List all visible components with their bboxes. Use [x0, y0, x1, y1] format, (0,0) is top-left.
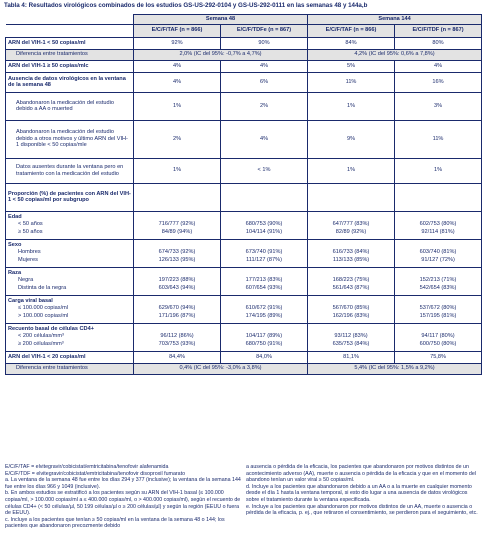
row-label: ARN del VIH-1 < 50 copias/ml: [6, 37, 134, 49]
header-row-weeks: [6, 15, 482, 25]
cell: 2%: [134, 120, 221, 158]
group-label: Raza: [8, 270, 22, 277]
table-title: Tabla 4: Resultados virológicos combinados de los estudios GS-US-292-0104 y GS-US-292-0111 en las semanas 48 y 144a,b: [4, 2, 368, 9]
cell: 561/643 (87%): [332, 284, 370, 291]
cell: 96/112 (86%): [160, 333, 194, 340]
cell: 2,0% (IC del 95%: -0,7% a 4,7%): [134, 49, 308, 60]
group-item: > 100.000 copias/ml: [18, 312, 69, 319]
group-item: Negra: [18, 277, 34, 284]
group-item: Distinta de la negra: [18, 284, 67, 291]
cell: 162/196 (83%): [332, 312, 370, 319]
row-label: Abandonaron la medicación del estudio debido a otros motivos y último ARN del VIH-1 disponible < 50 copias/mle: [6, 120, 134, 158]
cell: < 1%: [221, 158, 308, 183]
footnote: E/C/F/TDF = elvitegravir/cobicistat/emtricitabina/tenofovir disoproxil fumarato: [5, 470, 186, 477]
cell: 674/733 (92%): [158, 249, 196, 256]
table-row: [6, 295, 482, 323]
row-label: Abandonaron la medicación del estudio debido a AA o muerted: [6, 92, 134, 120]
table-row: [6, 363, 482, 374]
cell: 537/672 (80%): [419, 305, 457, 312]
cell: 6%: [221, 72, 308, 92]
group-item: Mujeres: [18, 256, 38, 263]
cell: 603/740 (81%): [419, 249, 457, 256]
cell: 5%: [308, 60, 395, 72]
cell: 111/127 (87%): [246, 256, 282, 263]
table-row: [6, 72, 482, 92]
col-header-taf-144: E/C/F/TAF (n = 866): [308, 24, 395, 37]
footnote: E/C/F/TAF = elvitegravir/cobicistat/emtricitabina/tenofovir alafenamida: [5, 464, 169, 470]
cell: 4%: [134, 60, 221, 72]
section-label: Proporción (%) de pacientes con ARN del VIH-1 < 50 copias/ml por subgrupo: [6, 183, 134, 211]
cell: 1%: [134, 92, 221, 120]
table-row: [6, 351, 482, 363]
cell: 1%: [308, 158, 395, 183]
table-row: [6, 211, 482, 239]
cell: 168/223 (75%): [332, 277, 370, 284]
cell: 4,2% (IC del 95%: 0,6% a 7,8%): [308, 49, 482, 60]
table-row: [6, 323, 482, 351]
table-row: [6, 158, 482, 183]
header-row-arms: [6, 24, 482, 37]
cell: 104/114 (91%): [245, 228, 283, 235]
cell: 603/643 (94%): [158, 284, 196, 291]
group-item: ≤ 100.000 copias/ml: [18, 305, 69, 312]
table-row: [6, 239, 482, 267]
row-label: Datos ausentes durante la ventana pero en tratamiento con la medicación del estudio: [6, 158, 134, 183]
cell: 90%: [221, 37, 308, 49]
footnote: d. Incluye a los pacientes que abandonaron debido a un AA o a la muerte en cualquier momento desde el día 1 hasta la ventana temporal, si esto dio lugar a una ausencia de datos virológicos sobre el tratamiento durante la ventana especificada.: [246, 483, 472, 503]
cell: 92/114 (81%): [421, 228, 455, 235]
row-label: ARN del VIH-1 ≥ 50 copias/mlc: [6, 60, 134, 72]
cell: 716/777 (92%): [158, 221, 196, 228]
footnote: a ausencia o pérdida de la eficacia, los pacientes que abandonaron por motivos distintos de un acontecimiento adverso (AA), muerte o ausencia o pérdida de la eficacia y que en el momento del abandono tenían un valor viral ≥ 50 copias/ml.: [246, 464, 476, 484]
cell: 92%: [134, 37, 221, 49]
col-header-tdf-144: E/C/F/TDF (n = 867): [395, 24, 482, 37]
row-label: ARN del VIH-1 < 20 copias/ml: [6, 351, 134, 363]
cell: 84,4%: [134, 351, 221, 363]
row-label: Diferencia entre tratamientos: [6, 363, 134, 374]
table-row: [6, 183, 482, 211]
cell: 94/117 (80%): [421, 333, 455, 340]
results-table: [5, 14, 482, 375]
table-row: [6, 120, 482, 158]
cell: 84,0%: [221, 351, 308, 363]
cell: 9%: [308, 120, 395, 158]
cell: 104/117 (89%): [245, 333, 283, 340]
cell: 610/672 (91%): [245, 305, 283, 312]
group-item: ≥ 50 años: [18, 228, 43, 235]
cell: 93/112 (83%): [334, 333, 368, 340]
cell: 171/196 (87%): [158, 312, 196, 319]
cell: 703/753 (93%): [158, 340, 196, 347]
group-label: Recuento basal de células CD4+: [8, 326, 94, 333]
cell: 4%: [221, 120, 308, 158]
footnote: c. Incluye a los pacientes que tenían ≥ 50 copias/ml en la ventana de la semana 48 o 144; los pacientes que abandonaron precozmente debido: [5, 516, 225, 530]
cell: 126/133 (95%): [158, 256, 196, 263]
cell: 1%: [134, 158, 221, 183]
row-label: Diferencia entre tratamientos: [6, 49, 134, 60]
group-label: Carga viral basal: [8, 298, 53, 305]
cell: 647/777 (83%): [332, 221, 370, 228]
cell: 0,4% (IC del 95%: -3,0% a 3,8%): [134, 363, 308, 374]
cell: 673/740 (91%): [245, 249, 283, 256]
cell: 1%: [308, 92, 395, 120]
cell: 616/733 (84%): [332, 249, 370, 256]
group-label: Sexo: [8, 242, 22, 249]
footnote: b. En ambos estudios se estratificó a los pacientes según su ARN del VIH-1 basal (≤ 100.000 copias/ml, > 100.000 copias/ml a ≤ 400.000 copias/ml, o > 400.000 copias/ml), según el recuento de células CD4+ (< 50 células/µl, 50 199 células/µl o ≥ 200 células/µl) y según la región (EEUU o fuera de EEUU).: [5, 490, 241, 517]
cell: 75,8%: [395, 351, 482, 363]
cell: 152/213 (71%): [419, 277, 457, 284]
cell: 177/213 (83%): [245, 277, 283, 284]
cell: 635/753 (84%): [332, 340, 370, 347]
cell: 82/89 (92%): [335, 228, 367, 235]
cell: 2%: [221, 92, 308, 120]
cell: 84%: [308, 37, 395, 49]
cell: 567/670 (85%): [332, 305, 370, 312]
footnotes-left: [5, 464, 241, 530]
week144-header: Semana 144: [308, 15, 482, 25]
cell: 3%: [395, 92, 482, 120]
cell: 11%: [395, 120, 482, 158]
cell: 174/195 (89%): [245, 312, 283, 319]
cell: 607/654 (93%): [245, 284, 283, 291]
cell: 113/133 (85%): [332, 256, 370, 263]
cell: 84/89 (94%): [161, 228, 193, 235]
cell: 602/753 (80%): [419, 221, 457, 228]
week48-header: Semana 48: [134, 15, 308, 25]
table-row: [6, 267, 482, 295]
col-header-tdf-48: E/C/F/TDFe (n = 867): [221, 24, 308, 37]
footnote: a. La ventana de la semana 48 fue entre los días 294 y 377 (inclusive); la ventana de la semana 144 fue entre los días 966 y 1049 (inclusive).: [5, 477, 241, 490]
footnote: e. Incluye a los pacientes que abandonaron por motivos distintos de un AA, muerte o ausencia o pérdida de la eficacia, p. ej., que retiraron el consentimiento, se perdieron para el seguimiento, etc.: [246, 503, 478, 517]
cell: 680/750 (91%): [245, 340, 283, 347]
cell: 16%: [395, 72, 482, 92]
cell: 629/670 (94%): [158, 305, 196, 312]
table-row: [6, 49, 482, 60]
cell: 680/753 (90%): [245, 221, 283, 228]
cell: 4%: [395, 60, 482, 72]
group-item: < 50 años: [18, 221, 43, 228]
cell: 197/223 (88%): [158, 277, 196, 284]
cell: 11%: [308, 72, 395, 92]
cell: 542/654 (83%): [419, 284, 457, 291]
group-item: < 200 células/mm³: [18, 333, 64, 340]
footnotes-right: [246, 464, 482, 517]
col-header-taf-48: E/C/F/TAF (n = 866): [134, 24, 221, 37]
cell: 91/127 (72%): [421, 256, 455, 263]
cell: 81,1%: [308, 351, 395, 363]
cell: 600/750 (80%): [419, 340, 457, 347]
cell: 5,4% (IC del 95%: 1,5% a 9,2%): [308, 363, 482, 374]
group-item: ≥ 200 células/mm³: [18, 340, 64, 347]
table-row: [6, 60, 482, 72]
cell: 157/195 (81%): [419, 312, 457, 319]
cell: 4%: [221, 60, 308, 72]
group-label: Edad: [8, 214, 22, 221]
cell: 80%: [395, 37, 482, 49]
table-row: [6, 92, 482, 120]
cell: 4%: [134, 72, 221, 92]
group-item: Hombres: [18, 249, 41, 256]
table-row: [6, 37, 482, 49]
row-label: Ausencia de datos virológicos en la ventana de la semana 48: [6, 72, 134, 92]
cell: 1%: [395, 158, 482, 183]
